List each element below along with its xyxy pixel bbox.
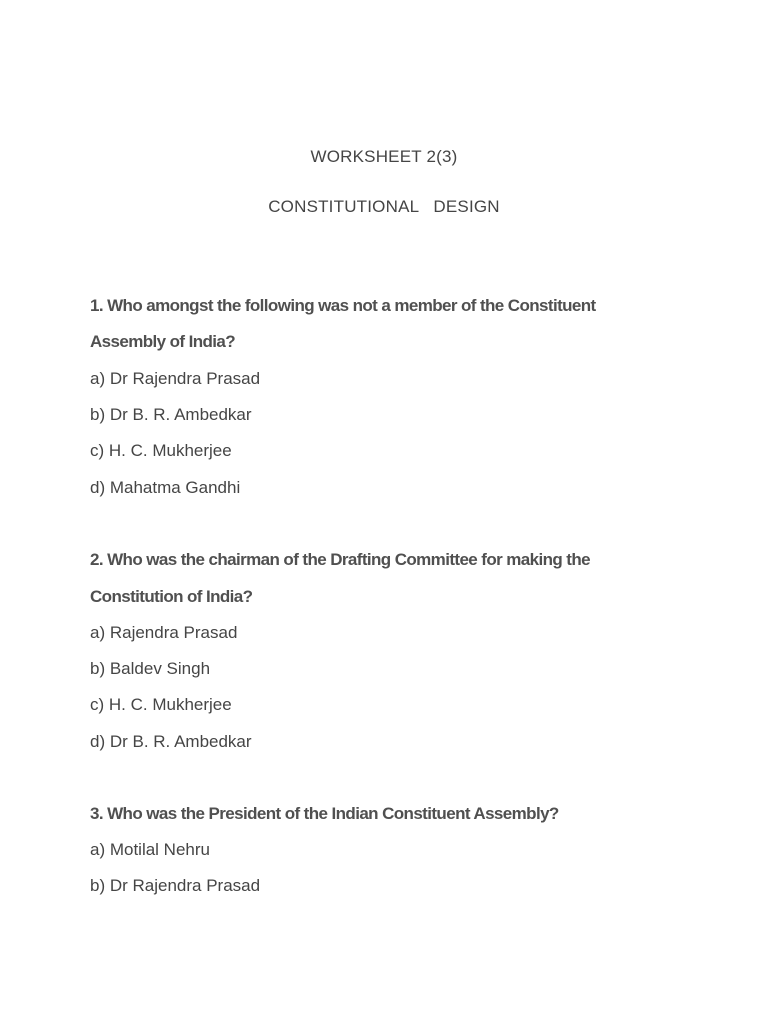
question-1-option-c: c) H. C. Mukherjee bbox=[90, 441, 232, 460]
question-2-option-a: a) Rajendra Prasad bbox=[90, 623, 238, 642]
question-3-option-b: b) Dr Rajendra Prasad bbox=[90, 876, 261, 895]
worksheet-subtitle: CONSTITUTIONAL DESIGN bbox=[268, 197, 500, 216]
question-1-option-a: a) Dr Rajendra Prasad bbox=[90, 369, 261, 388]
question-1-option-b: b) Dr B. R. Ambedkar bbox=[90, 405, 252, 424]
question-3-option-a: a) Motilal Nehru bbox=[90, 840, 210, 859]
question-2-line-1: 2. Who was the chairman of the Drafting Committee for making the bbox=[90, 550, 590, 569]
question-3-line-1: 3. Who was the President of the Indian Constituent Assembly? bbox=[90, 804, 559, 823]
question-1-line-2: Assembly of India? bbox=[90, 332, 236, 351]
worksheet-title: WORKSHEET 2(3) bbox=[310, 147, 458, 166]
question-2-option-c: c) H. C. Mukherjee bbox=[90, 695, 232, 714]
question-2-option-b: b) Baldev Singh bbox=[90, 659, 211, 678]
question-2-option-d: d) Dr B. R. Ambedkar bbox=[90, 732, 252, 751]
question-1-line-1: 1. Who amongst the following was not a member of the Constituent bbox=[90, 296, 596, 315]
question-1-option-d: d) Mahatma Gandhi bbox=[90, 478, 241, 497]
question-2-line-2: Constitution of India? bbox=[90, 587, 253, 606]
